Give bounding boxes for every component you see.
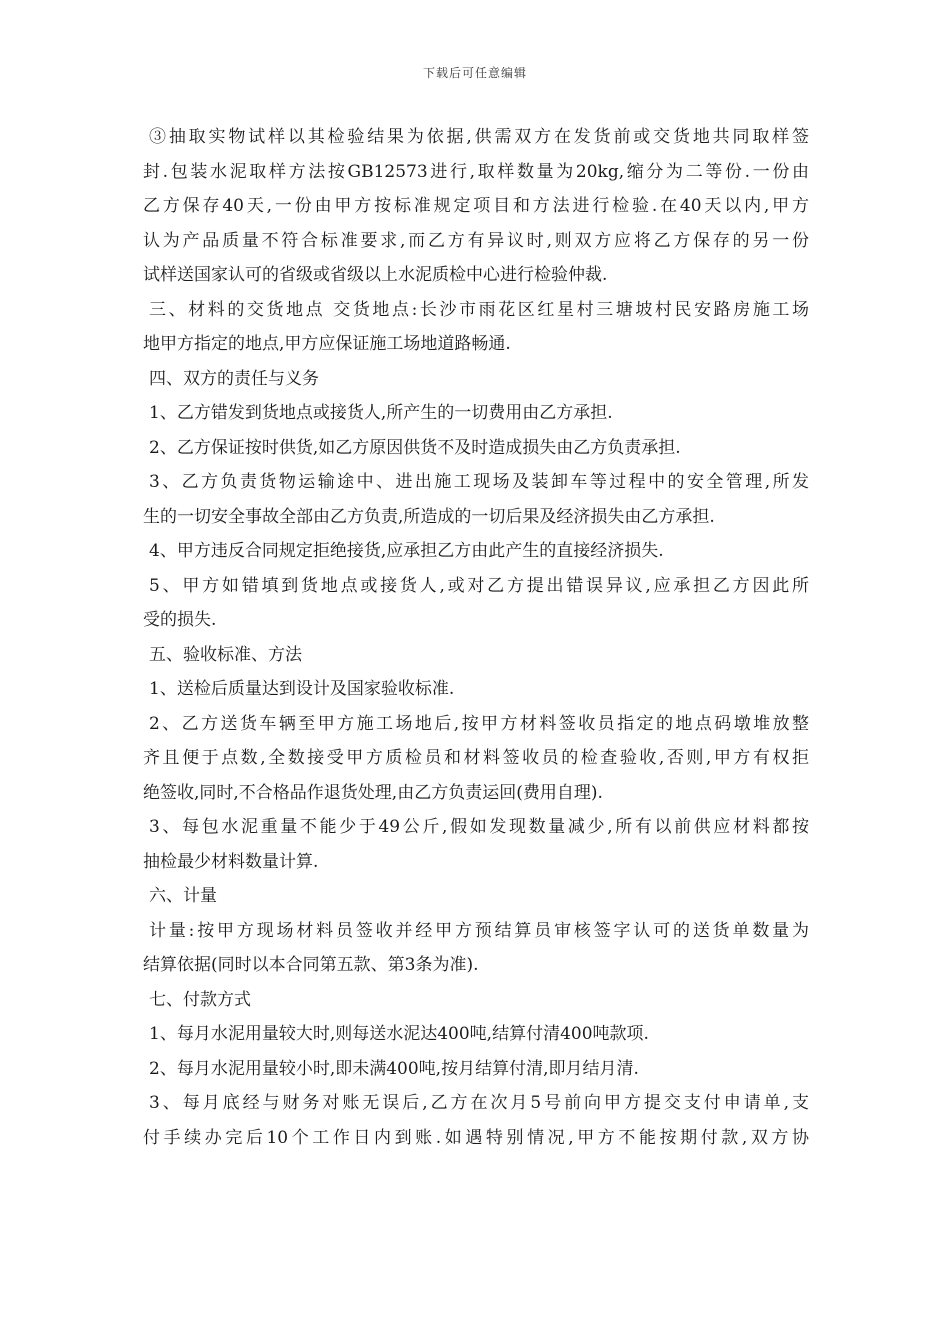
paragraph-line: 六、计量 — [149, 886, 217, 906]
paragraph-line: 2、每月水泥用量较小时,即未满400吨,按月结算付清,即月结月清. — [149, 1058, 639, 1079]
paragraph-line: 3、每包水泥重量不能少于49公斤,假如发现数量减少,所有以前供应材料都按 — [149, 817, 809, 837]
paragraph-line: 1、送检后质量达到设计及国家验收标准. — [149, 679, 455, 699]
paragraph-line: 封.包装水泥取样方法按GB12573进行,取样数量为20kg,缩分为二等份.一份由 — [143, 161, 809, 182]
paragraph-line: 试样送国家认可的省级或省级以上水泥质检中心进行检验仲裁. — [143, 265, 608, 285]
paragraph-line: 2、乙方保证按时供货,如乙方原因供货不及时造成损失由乙方负责承担. — [149, 437, 681, 458]
paragraph-line: 付手续办完后10个工作日内到账.如遇特别情况,甲方不能按期付款,双方协 — [143, 1127, 809, 1148]
paragraph-line: 结算依据(同时以本合同第五款、第3条为准). — [143, 955, 479, 975]
paragraph-line: 受的损失. — [143, 610, 217, 630]
paragraph-line: 绝签收,同时,不合格品作退货处理,由乙方负责运回(费用自理). — [143, 782, 603, 803]
paragraph-line: 3、每月底经与财务对账无误后,乙方在次月5号前向甲方提交支付申请单,支 — [149, 1093, 809, 1113]
paragraph-line: 4、甲方违反合同规定拒绝接货,应承担乙方由此产生的直接经济损失. — [149, 541, 664, 561]
paragraph-line: 3、乙方负责货物运输途中、进出施工现场及装卸车等过程中的安全管理,所发 — [149, 472, 809, 492]
paragraph-line: 生的一切安全事故全部由乙方负责,所造成的一切后果及经济损失由乙方承担. — [143, 506, 715, 527]
paragraph-line: 认为产品质量不符合标准要求,而乙方有异议时,则双方应将乙方保存的另一份 — [143, 230, 809, 251]
paragraph-line: 乙方保存40天,一份由甲方按标准规定项目和方法进行检验.在40天以内,甲方 — [143, 196, 809, 216]
paragraph-line: 五、验收标准、方法 — [149, 644, 302, 665]
paragraph-line: 四、双方的责任与义务 — [149, 368, 319, 389]
paragraph-line: 地甲方指定的地点,甲方应保证施工场地道路畅通. — [143, 334, 511, 354]
document-body — [143, 120, 809, 1155]
paragraph-line: 三、材料的交货地点 交货地点:长沙市雨花区红星村三塘坡村民安路房施工场 — [149, 299, 809, 320]
paragraph-line: 抽检最少材料数量计算. — [143, 851, 319, 872]
paragraph-line: 七、付款方式 — [149, 989, 251, 1010]
paragraph-line: ③抽取实物试样以其检验结果为依据,供需双方在发货前或交货地共同取样签 — [149, 127, 809, 147]
paragraph-line: 齐且便于点数,全数接受甲方质检员和材料签收员的检查验收,否则,甲方有权拒 — [143, 748, 809, 768]
page-header: 下载后可任意编辑 — [422, 66, 527, 80]
paragraph-line: 计量:按甲方现场材料员签收并经甲方预结算员审核签字认可的送货单数量为 — [149, 920, 809, 941]
paragraph-line: 2、乙方送货车辆至甲方施工场地后,按甲方材料签收员指定的地点码墩堆放整 — [149, 713, 809, 734]
paragraph-line: 5、甲方如错填到货地点或接货人,或对乙方提出错误异议,应承担乙方因此所 — [149, 575, 809, 596]
paragraph-line: 1、乙方错发到货地点或接货人,所产生的一切费用由乙方承担. — [149, 403, 613, 423]
paragraph-line: 1、每月水泥用量较大时,则每送水泥达400吨,结算付清400吨款项. — [149, 1024, 649, 1044]
